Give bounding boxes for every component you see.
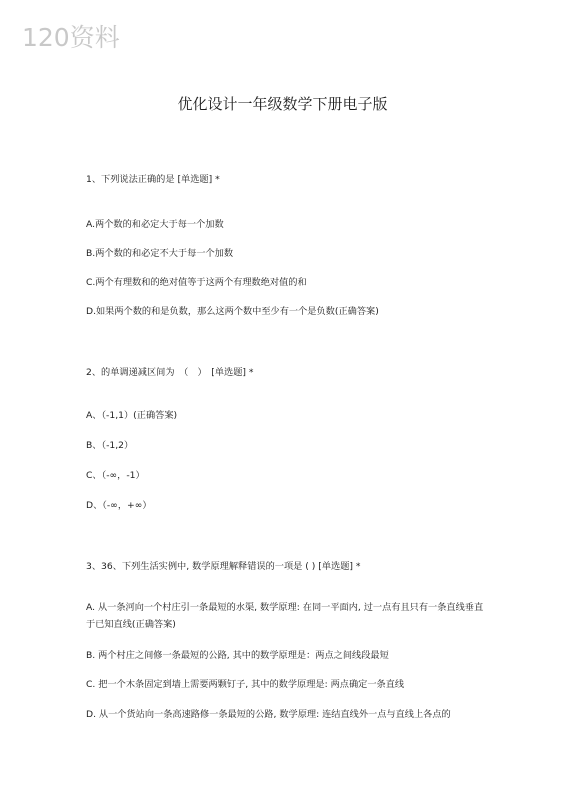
question-2-option-d[interactable]: D、（-∞，+∞） — [86, 500, 152, 511]
question-2-prompt: 2、的单调递减区间为 （ ） [单选题] * — [86, 367, 254, 378]
question-2-option-b[interactable]: B、（-1,2） — [86, 440, 134, 451]
question-3-option-b[interactable]: B. 两个村庄之间修一条最短的公路, 其中的数学原理是：两点之间线段最短 — [86, 650, 389, 661]
question-3-option-a[interactable]: A. 从一条河向一个村庄引一条最短的水渠, 数学原理: 在同一平面内, 过一点有且只有一条直线垂直于已知直线(正确答案) — [86, 602, 484, 630]
question-1-option-b[interactable]: B.两个数的和必定不大于每一个加数 — [86, 248, 234, 259]
page-title: 优化设计一年级数学下册电子版 — [177, 95, 388, 113]
question-1-option-c[interactable]: C.两个有理数和的绝对值等于这两个有理数绝对值的和 — [86, 277, 307, 288]
question-1-option-d[interactable]: D.如果两个数的和是负数，那么这两个数中至少有一个是负数(正确答案) — [86, 306, 379, 317]
question-2-option-c[interactable]: C、（-∞，-1） — [86, 470, 145, 481]
question-3-option-d[interactable]: D. 从一个货站向一条高速路修一条最短的公路, 数学原理: 连结直线外一点与直线上各点的 — [86, 709, 451, 720]
question-2-option-a[interactable]: A、（-1,1）(正确答案) — [86, 410, 178, 421]
question-1-prompt: 1、下列说法正确的是 [单选题] * — [86, 174, 220, 185]
question-3-prompt: 3、36、下列生活实例中, 数学原理解释错误的一项是 ( ) [单选题] * — [86, 561, 361, 572]
question-1-option-a[interactable]: A.两个数的和必定大于每一个加数 — [86, 219, 224, 230]
question-3-option-c[interactable]: C. 把一个木条固定到墙上需要两颗钉子, 其中的数学原理是: 两点确定一条直线 — [86, 679, 405, 690]
watermark-logo: 120资料 — [22, 23, 120, 52]
